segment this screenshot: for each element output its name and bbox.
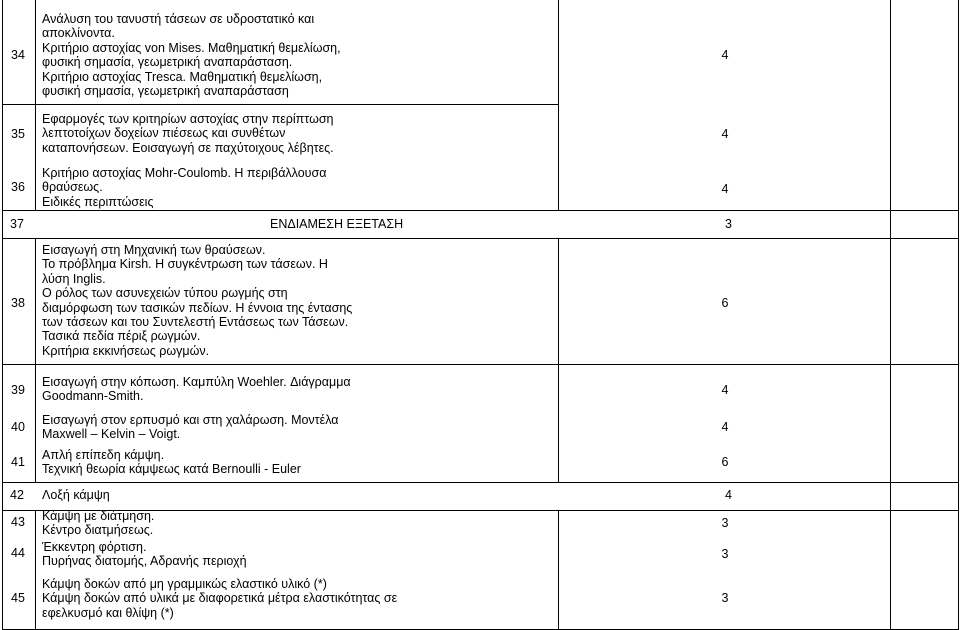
description-line: Κριτήριο αστοχίας Mohr-Coulomb. Η περιβάλλουσα (42, 166, 327, 180)
description-line: φυσική σημασία, γεωμετρική αναπαράσταση (42, 84, 289, 99)
row-hours: 3 (721, 516, 729, 530)
description-line: Κάμψη δοκών από μη γραμμικώς ελαστικό υλικό (*) (42, 577, 327, 591)
description-line: Maxwell – Kelvin – Voigt. (42, 427, 181, 442)
row-hours: 6 (721, 455, 729, 469)
row-hours: 4 (721, 48, 729, 62)
row-separator (2, 238, 958, 239)
row-description (42, 413, 422, 442)
row-number: 38 (11, 296, 25, 310)
description-line: καταπονήσεων. Εοισαγωγή σε παχύτοιχους λέβητες. (42, 140, 334, 155)
row-hours: 4 (725, 488, 732, 502)
description-line: Απλή επίπεδη κάμψη. (42, 448, 165, 462)
description-line: Ειδικές περιπτώσεις (42, 194, 154, 209)
description-line: Κριτήριο αστοχίας Tresca. Μαθηματική θεμελίωση, (42, 69, 323, 84)
description-line: αποκλίνοντα. (42, 26, 115, 41)
row-title: Λοξή κάμψη (42, 488, 110, 502)
col-num-divider (35, 0, 36, 210)
row-hours: 3 (721, 547, 729, 561)
row-description (42, 12, 422, 98)
description-line: Εισαγωγή στη Μηχανική των θραύσεων. (42, 243, 266, 257)
description-line: Έκκεντρη φόρτιση. (42, 540, 147, 554)
col-num-divider (35, 510, 36, 630)
row-description (42, 577, 422, 620)
description-line: Ανάλυση του τανυστή τάσεων σε υδροστατικό και (42, 12, 315, 26)
description-line: λεπτοτοίχων δοχείων πιέσεως και συνθέτων (42, 126, 286, 141)
description-line: διαμόρφωση των τασικών πεδίων. Η έννοια της έντασης (42, 300, 353, 315)
description-line: Εφαρμογές των κριτηρίων αστοχίας στην περίπτωση (42, 112, 334, 126)
col-hours-divider (558, 0, 559, 210)
row-hours: 3 (721, 591, 729, 605)
description-line: θραύσεως. (42, 180, 103, 195)
row-hours: 4 (721, 420, 729, 434)
description-line: Κάμψη με διάτμηση. (42, 509, 155, 523)
row-separator (2, 364, 958, 365)
row-description (42, 448, 422, 477)
description-line: Ο ρόλος των ασυνεχειών τύπου ρωγμής στη (42, 286, 288, 301)
exam-title: ΕΝΔΙΑΜΕΣΗ ΕΞΕΤΑΣΗ (270, 217, 404, 231)
row-description (42, 375, 422, 404)
row-number: 34 (11, 48, 25, 62)
description-line: Εισαγωγή στην κόπωση. Καμπύλη Woehler. Διάγραμμα (42, 375, 351, 389)
row-number: 43 (11, 515, 25, 529)
description-line: φυσική σημασία, γεωμετρική αναπαράσταση. (42, 55, 293, 70)
row-hours: 3 (725, 217, 732, 231)
description-line: Κάμψη δοκών από υλικά με διαφορετικά μέτρα ελαστικότητας σε (42, 591, 398, 606)
row-number: 42 (10, 488, 24, 502)
description-line: Κριτήριο αστοχίας von Mises. Μαθηματική θεμελίωση, (42, 40, 341, 55)
row-number: 35 (11, 127, 25, 141)
row-number: 44 (11, 546, 25, 560)
row-number: 41 (11, 455, 25, 469)
row-description (42, 540, 422, 569)
description-line: Τασικά πεδία πέριξ ρωγμών. (42, 329, 201, 344)
row-separator (2, 210, 958, 211)
description-line: Το πρόβλημα Kirsh. Η συγκέντρωση των τάσεων. Η (42, 257, 328, 272)
description-line: εφελκυσμό και θλίψη (*) (42, 605, 174, 620)
row-description (42, 243, 422, 358)
row-hours: 4 (721, 182, 729, 196)
row-number: 40 (11, 420, 25, 434)
description-line: Εισαγωγή στον ερπυσμό και στη χαλάρωση. Μοντέλα (42, 413, 339, 427)
row-hours: 4 (721, 383, 729, 397)
description-line: Πυρήνας διατομής, Αδρανής περιοχή (42, 554, 247, 569)
table-right-border (958, 0, 959, 630)
row-number: 45 (11, 591, 25, 605)
row-number: 37 (10, 217, 24, 231)
row-hours: 4 (721, 127, 729, 141)
row-hours: 6 (721, 296, 729, 310)
row-number: 36 (11, 180, 25, 194)
col-hours-divider (558, 238, 559, 482)
row-number: 39 (11, 383, 25, 397)
table-left-border (2, 0, 3, 630)
col-hours-right-divider (890, 0, 891, 630)
description-line: λύση Inglis. (42, 271, 106, 286)
col-num-divider (35, 238, 36, 482)
description-line: των τάσεων και του Συντελεστή Εντάσεως των Τάσεων. (42, 315, 349, 330)
row-description (42, 166, 422, 209)
row-description (42, 112, 422, 155)
row-separator (2, 104, 558, 105)
description-line: Κέντρο διατμήσεως. (42, 523, 154, 538)
col-hours-divider (558, 510, 559, 630)
description-line: Goodmann-Smith. (42, 389, 144, 404)
description-line: Κριτήρια εκκινήσεως ρωγμών. (42, 343, 210, 358)
description-line: Τεχνική θεωρία κάμψεως κατά Bernoulli - Euler (42, 462, 301, 477)
row-separator (2, 482, 958, 483)
row-description (42, 509, 422, 538)
